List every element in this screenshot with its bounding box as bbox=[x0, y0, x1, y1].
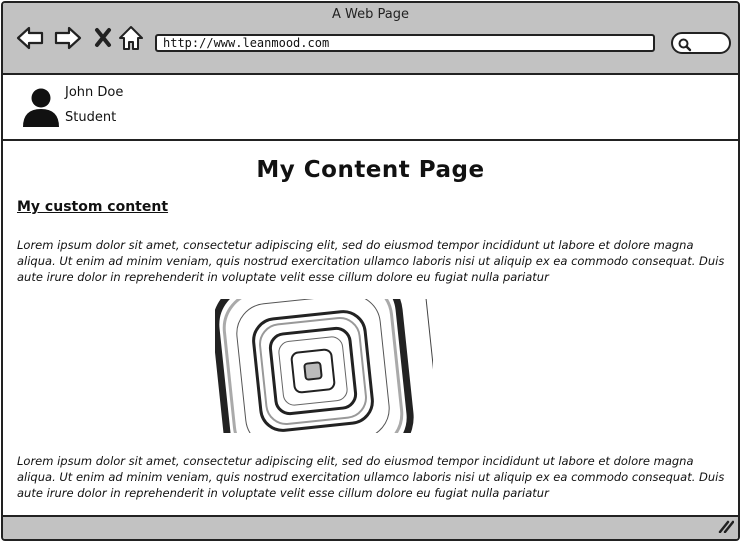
back-icon[interactable] bbox=[15, 23, 45, 53]
user-role: Student bbox=[65, 110, 117, 125]
section-title: My custom content bbox=[17, 199, 169, 215]
paragraph-2: Lorem ipsum dolor sit amet, consectetur adipiscing elit, sed do eiusmod tempor incididunt ut labore et dolore magna aliqua. Ut enim ad minim veniam, quis nostrud exercitation ullamco laboris nisi ut aliquip ex ea commodo consequat. Duis aute irure dolor in reprehenderit in voluptate velit esse cillum dolore eu fugiat nulla pariatur bbox=[17, 454, 725, 500]
search-field[interactable] bbox=[671, 32, 731, 54]
user-name: John Doe bbox=[65, 85, 124, 100]
paragraph-1: Lorem ipsum dolor sit amet, consectetur adipiscing elit, sed do eiusmod tempor incididunt ut labore et dolore magna aliqua. Ut enim ad minim veniam, quis nostrud exercitation ullamco laboris nisi ut aliquip ex ea commodo consequat. Duis aute irure dolor in reprehenderit in voluptate velit esse cillum dolore eu fugiat nulla pariatur bbox=[17, 238, 725, 284]
user-avatar-icon bbox=[21, 87, 61, 133]
home-icon[interactable] bbox=[117, 23, 147, 53]
browser-toolbar bbox=[3, 3, 738, 75]
placeholder-image bbox=[215, 299, 433, 433]
page-title: My Content Page bbox=[256, 157, 485, 183]
window-title: A Web Page bbox=[332, 7, 409, 22]
forward-icon[interactable] bbox=[53, 23, 83, 53]
resize-grip-icon[interactable] bbox=[718, 518, 734, 537]
user-header bbox=[3, 75, 738, 141]
search-icon bbox=[677, 37, 693, 53]
browser-window bbox=[1, 1, 740, 541]
status-bar bbox=[3, 515, 738, 539]
url-field[interactable]: http://www.leanmood.com bbox=[155, 34, 655, 52]
